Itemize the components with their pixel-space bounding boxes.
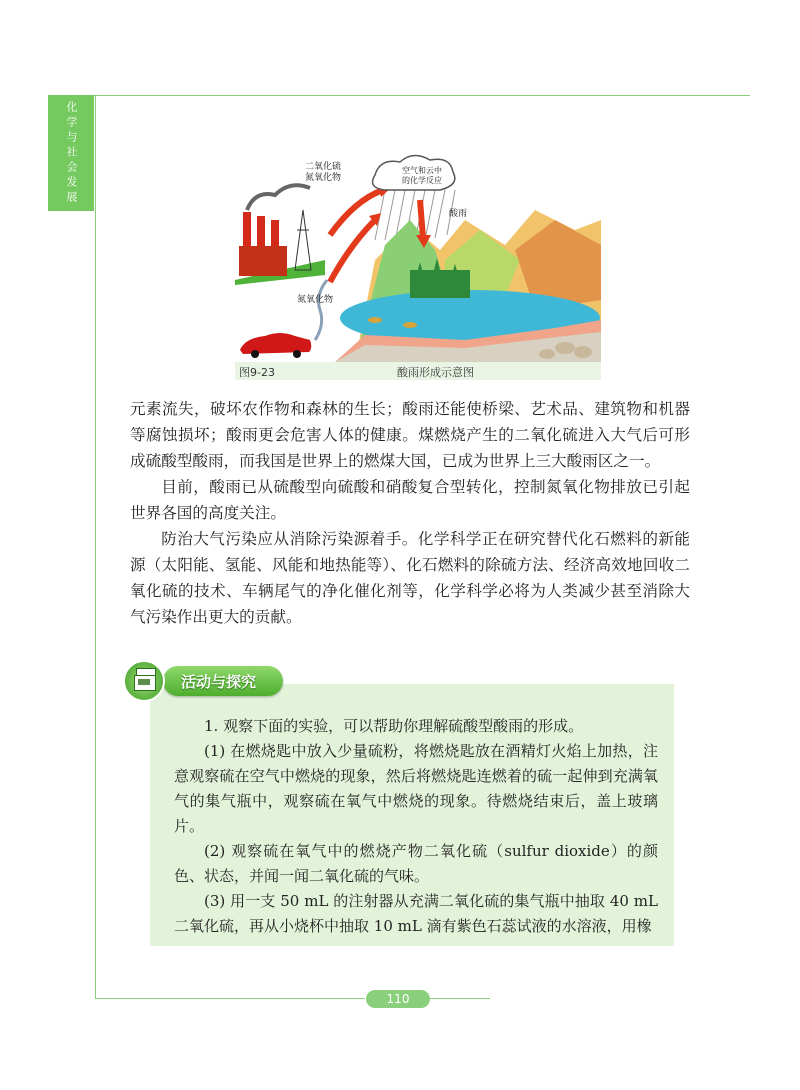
label-cloud-reaction: 空气和云中 的化学反应 [402,166,442,185]
bottom-rule-left [95,998,365,999]
activity-paragraph: 1. 观察下面的实验，可以帮助你理解硫酸型酸雨的形成。 [204,717,584,735]
page-number: 110 [366,990,430,1008]
activity-paragraph: (3) 用一支 50 mL 的注射器从充满二氧化硫的集气瓶中抽取 40 mL 二氧化硫，再从小烧杯中抽取 10 mL 滴有紫色石蕊试液的水溶液，用橡 [174,892,658,935]
left-rule [95,95,96,998]
activity-paragraph: (1) 在燃烧匙中放入少量硫粉，将燃烧匙放在酒精灯火焰上加热，注意观察硫在空气中燃烧的现象，然后将燃烧匙连燃着的硫一起伸到充满氧气的集气瓶中，观察硫在氧气中燃烧的现象。待燃烧结束后，盖上玻璃片。 [174,742,658,835]
bottom-rule-right [430,998,490,999]
figure-number: 图9-23 [239,366,275,379]
figure-caption-text: 酸雨形成示意图 [397,366,474,379]
activity-title: 活动与探究 [181,673,257,691]
figure-caption [235,362,601,380]
label-nox: 氮氧化物 [297,295,334,305]
label-gases: 二氧化硫 氮氧化物 [305,162,342,183]
activity-paragraph: (2) 观察硫在氧气中的燃烧产物二氧化硫（sulfur dioxide）的颜色、状态，并闻一闻二氧化硫的气味。 [174,842,658,885]
label-acid-rain: 酸雨 [449,209,468,219]
paragraph: 防治大气污染应从消除污染源着手。化学科学正在研究替代化石燃料的新能源（太阳能、氢能、风能和地热能等）、化石燃料的除硫方法、经济高效地回收二氧化硫的技术、车辆尾气的净化催化剂等，化学科学必将为人类减少甚至消除大气污染作出更大的贡献。 [130,530,690,626]
chapter-side-tab [48,95,94,211]
top-rule [48,95,750,96]
chapter-side-tab-label: 化学与社会发展 [65,101,78,206]
activity-header [123,660,283,702]
body-text [130,396,690,630]
acid-rain-figure [235,150,601,362]
activity-title-pill [163,666,283,696]
paragraph: 元素流失，破坏农作物和森林的生长；酸雨还能使桥梁、艺术品、建筑物和机器等腐蚀损坏；酸雨更会危害人体的健康。煤燃烧产生的二氧化硫进入大气后可形成硫酸型酸雨，而我国是世界上的燃煤大国，已成为世界上三大酸雨区之一。 [130,400,690,470]
paragraph: 目前，酸雨已从硫酸型向硫酸和硝酸复合型转化，控制氮氧化物排放已引起世界各国的高度关注。 [130,478,690,522]
lab-computer-icon [123,660,165,702]
activity-text [174,714,658,939]
